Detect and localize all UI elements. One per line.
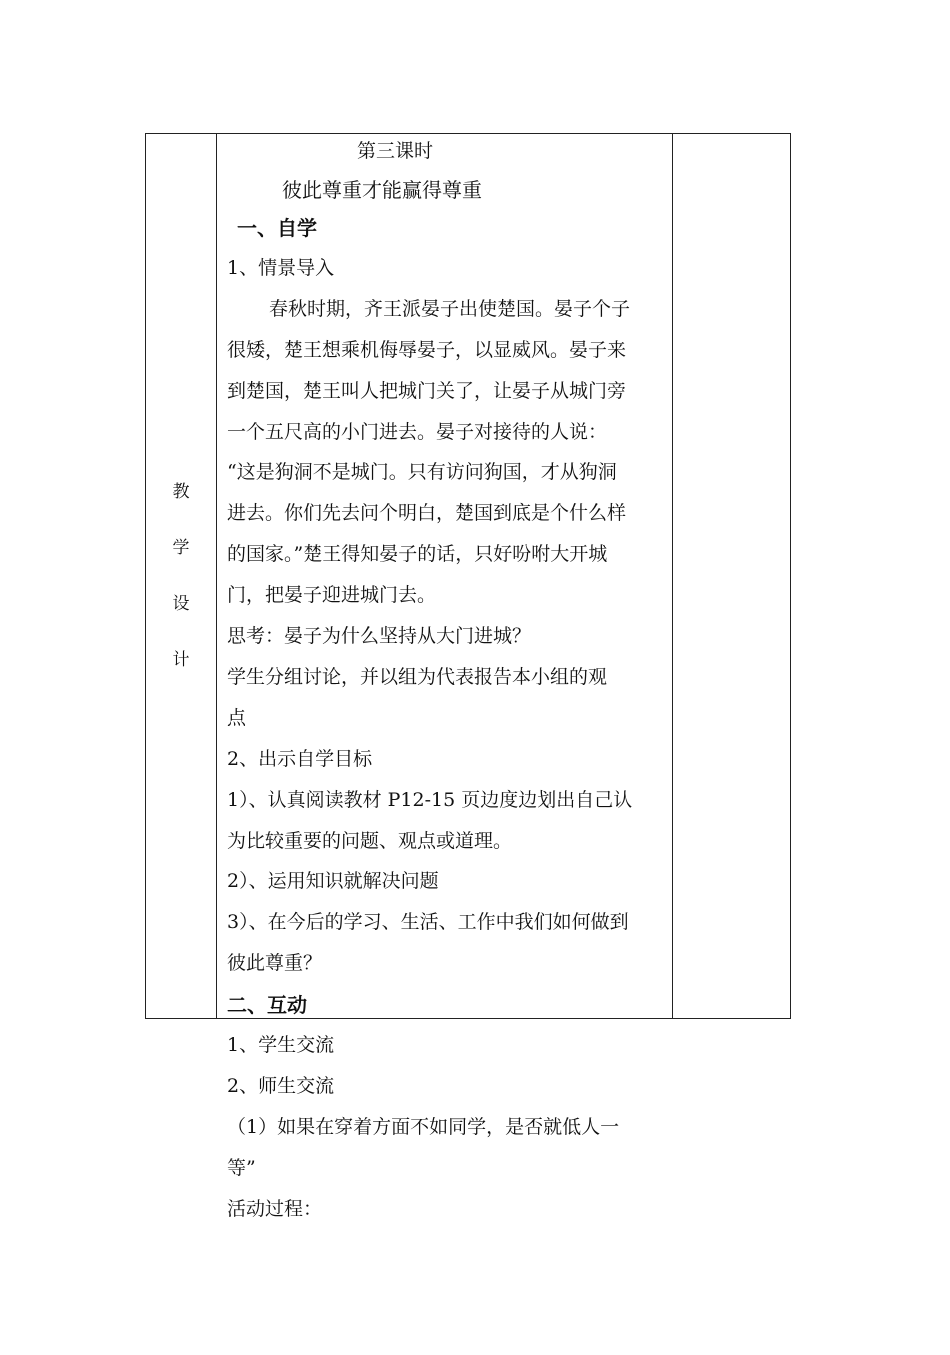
- content-line: 学生分组讨论，并以组为代表报告本小组的观: [227, 665, 608, 688]
- content-line: 彼此尊重？: [227, 952, 323, 975]
- period-heading: 第三课时: [357, 140, 434, 162]
- content-line: “这是狗洞不是城门。只有访问狗国，才从狗洞: [227, 461, 617, 484]
- content-line: 思考：晏子为什么坚持从大门进城？: [227, 625, 532, 647]
- content-line: 活动过程：: [227, 1197, 323, 1220]
- content-line: 很矮，楚王想乘机侮辱晏子，以显威风。晏子来: [227, 338, 627, 361]
- content-line: 等”: [227, 1156, 256, 1179]
- content-line: 一个五尺高的小门进去。晏子对接待的人说：: [227, 420, 608, 443]
- content-line: 1、情景导入: [227, 256, 335, 279]
- content-line: 3）、在今后的学习、生活、工作中我们如何做到: [227, 911, 629, 934]
- content-line: 1）、认真阅读教材 P12-15 页边度边划出自己认: [227, 788, 633, 811]
- content-line: 1、学生交流: [227, 1034, 335, 1056]
- content-line: 2）、运用知识就解决问题: [227, 870, 439, 893]
- side-label-char: 学: [172, 538, 190, 558]
- lesson-table: [145, 133, 791, 1220]
- column-divider-right: [672, 134, 673, 1018]
- side-label-teaching-design: [146, 464, 216, 688]
- side-label-char: 计: [172, 650, 190, 670]
- content-line: 春秋时期，齐王派晏子出使楚国。晏子个子: [269, 297, 631, 320]
- content-line: 2、出示自学目标: [227, 747, 373, 770]
- lesson-title: 彼此尊重才能赢得尊重: [282, 178, 482, 202]
- content-line: 到楚国，楚王叫人把城门关了，让晏子从城门旁: [227, 379, 627, 402]
- content-line: （1）如果在穿着方面不如同学，是否就低人一: [227, 1115, 620, 1138]
- content-line: 的国家。”楚王得知晏子的话，只好吩咐大开城: [227, 543, 608, 566]
- content-line: 为比较重要的问题、观点或道理。: [227, 829, 513, 852]
- section-heading: 一、自学: [237, 216, 317, 240]
- content-line: 门，把晏子迎进城门去。: [227, 584, 437, 607]
- side-label-char: 教: [172, 482, 190, 502]
- content-line: 2、师生交流: [227, 1074, 335, 1097]
- content-line: 点: [227, 706, 247, 729]
- column-divider-left: [216, 134, 217, 1018]
- content-line: 进去。你们先去问个明白，楚国到底是个什么样: [227, 502, 627, 525]
- section-heading: 二、互动: [227, 993, 307, 1018]
- side-label-char: 设: [172, 594, 190, 614]
